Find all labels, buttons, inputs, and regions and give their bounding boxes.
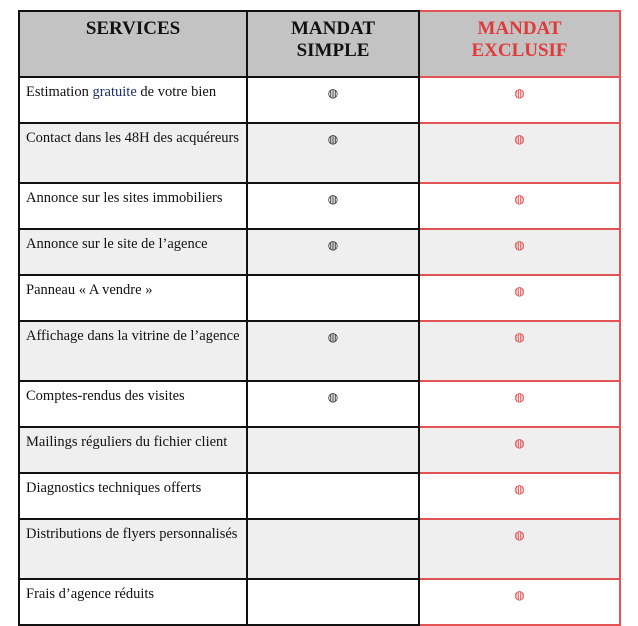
service-label: Comptes-rendus des visites bbox=[19, 381, 247, 427]
exclusif-check-icon: ◍ bbox=[419, 321, 620, 381]
simple-check-icon: ◍ bbox=[247, 77, 419, 123]
simple-empty-cell bbox=[247, 519, 419, 579]
service-highlight-word: gratuite bbox=[92, 84, 137, 100]
exclusif-check-icon: ◍ bbox=[419, 123, 620, 183]
mandat-comparison-table bbox=[18, 10, 621, 626]
header-exclusif-line2: EXCLUSIF bbox=[471, 40, 568, 61]
header-mandat-exclusif bbox=[419, 11, 620, 77]
service-label: Distributions de flyers personnalisés bbox=[19, 519, 247, 579]
service-label: Frais d’agence réduits bbox=[19, 579, 247, 625]
header-simple-line2: SIMPLE bbox=[296, 40, 370, 61]
exclusif-check-icon: ◍ bbox=[419, 427, 620, 473]
table-row bbox=[19, 183, 620, 229]
header-simple-line1: MANDAT bbox=[290, 18, 376, 39]
header-services-label: SERVICES bbox=[85, 18, 181, 39]
simple-check-icon: ◍ bbox=[247, 229, 419, 275]
table-row bbox=[19, 427, 620, 473]
simple-empty-cell bbox=[247, 275, 419, 321]
service-label: Affichage dans la vitrine de l’agence bbox=[19, 321, 247, 381]
table-row bbox=[19, 123, 620, 183]
exclusif-check-icon: ◍ bbox=[419, 275, 620, 321]
table-row bbox=[19, 579, 620, 625]
simple-check-icon: ◍ bbox=[247, 123, 419, 183]
service-label: Annonce sur le site de l’agence bbox=[19, 229, 247, 275]
service-label: Mailings réguliers du fichier client bbox=[19, 427, 247, 473]
exclusif-check-icon: ◍ bbox=[419, 579, 620, 625]
table-row bbox=[19, 275, 620, 321]
exclusif-check-icon: ◍ bbox=[419, 77, 620, 123]
simple-empty-cell bbox=[247, 427, 419, 473]
header-row bbox=[19, 11, 620, 77]
service-label: Contact dans les 48H des acquéreurs bbox=[19, 123, 247, 183]
service-text: Estimation bbox=[26, 84, 93, 100]
exclusif-check-icon: ◍ bbox=[419, 229, 620, 275]
exclusif-check-icon: ◍ bbox=[419, 519, 620, 579]
service-label: Panneau « A vendre » bbox=[19, 275, 247, 321]
table-row bbox=[19, 229, 620, 275]
simple-empty-cell bbox=[247, 473, 419, 519]
exclusif-check-icon: ◍ bbox=[419, 183, 620, 229]
simple-empty-cell bbox=[247, 579, 419, 625]
table-row bbox=[19, 321, 620, 381]
table-row bbox=[19, 77, 620, 123]
header-mandat-simple bbox=[247, 11, 419, 77]
header-services bbox=[19, 11, 247, 77]
simple-check-icon: ◍ bbox=[247, 321, 419, 381]
table-row bbox=[19, 381, 620, 427]
service-label: Annonce sur les sites immobiliers bbox=[19, 183, 247, 229]
simple-check-icon: ◍ bbox=[247, 183, 419, 229]
table-row bbox=[19, 519, 620, 579]
service-label: Diagnostics techniques offerts bbox=[19, 473, 247, 519]
service-label bbox=[19, 77, 247, 123]
comparison-table-container bbox=[18, 10, 619, 626]
header-exclusif-line1: MANDAT bbox=[477, 18, 562, 39]
simple-check-icon: ◍ bbox=[247, 381, 419, 427]
service-text: de votre bien bbox=[136, 84, 217, 100]
table-row bbox=[19, 473, 620, 519]
exclusif-check-icon: ◍ bbox=[419, 381, 620, 427]
exclusif-check-icon: ◍ bbox=[419, 473, 620, 519]
